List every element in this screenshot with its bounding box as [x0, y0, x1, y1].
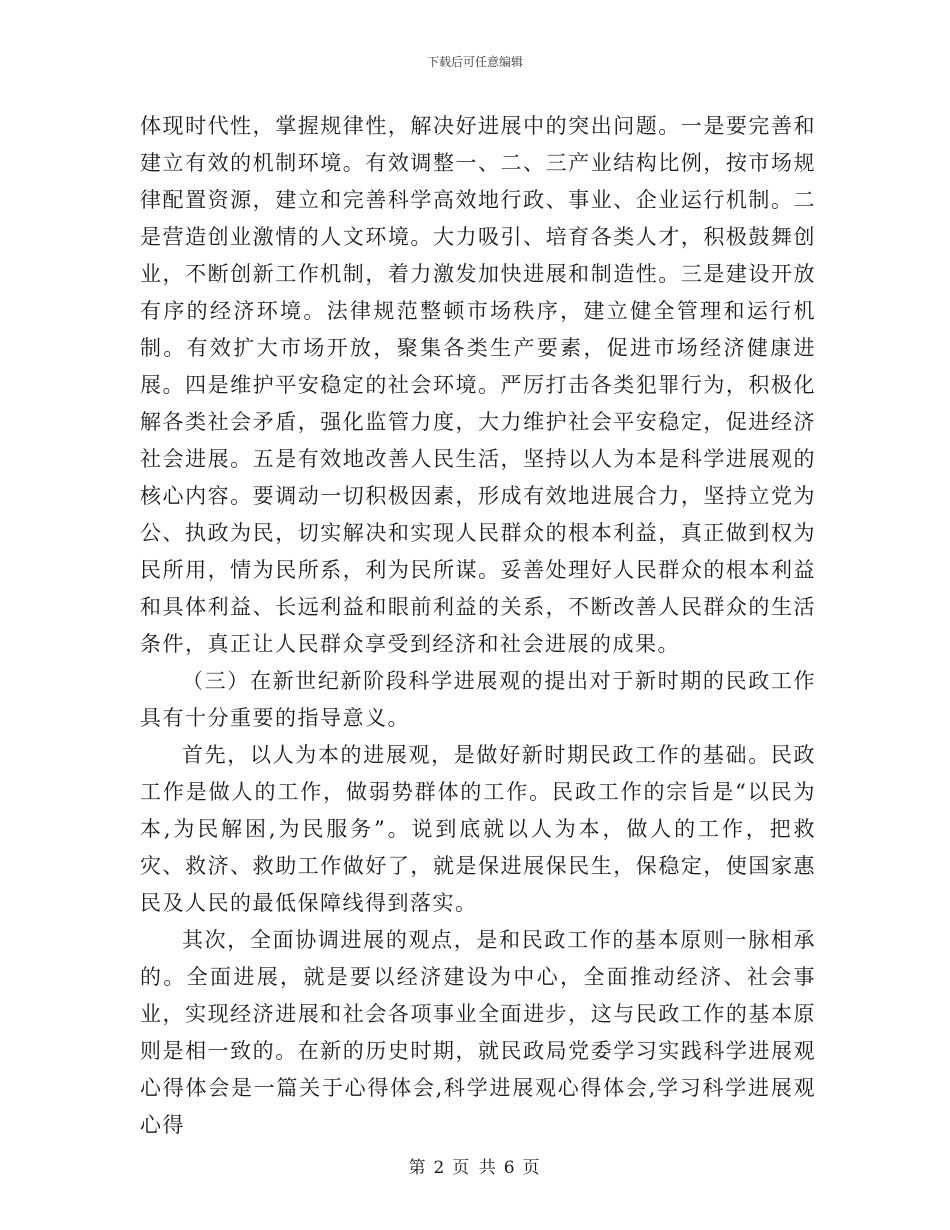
page-footer: [0, 1157, 950, 1179]
footer-current-page: 2: [433, 1158, 447, 1178]
paragraph-continuation: 体现时代性，掌握规律性，解决好进展中的突出问题。一是要完善和建立有效的机制环境。有效调整一、二、三产业结构比例，按市场规律配置资源，建立和完善科学高效地行政、事业、企业运行机制。二是营造创业激情的人文环境。大力吸引、培育各类人才，积极鼓舞创业，不断创新工作机制，着力激发加快进展和制造性。三是建设开放有序的经济环境。法律规范整顿市场秩序，建立健全管理和运行机制。有效扩大市场开放，聚集各类生产要素，促进市场经济健康进展。四是维护平安稳定的社会环境。严厉打击各类犯罪行为，积极化解各类社会矛盾，强化监管力度，大力维护社会平安稳定，促进经济社会进展。五是有效地改善人民生活，坚持以人为本是科学进展观的核心内容。要调动一切积极因素，形成有效地进展合力，坚持立党为公、执政为民，切实解决和实现人民群众的根本利益，真正做到权为民所用，情为民所系，利为民所谋。妥善处理好人民群众的根本利益和具体利益、长远利益和眼前利益的关系，不断改善人民群众的生活条件，真正让人民群众享受到经济和社会进展的成果。: [140, 114, 816, 656]
footer-total-pages: 6: [503, 1158, 517, 1178]
page-header: 下载后可任意编辑: [426, 55, 523, 69]
footer-prefix: 第: [408, 1158, 428, 1178]
document-body: [140, 108, 816, 1144]
footer-middle: 页 共: [452, 1158, 498, 1178]
footer-suffix: 页: [522, 1158, 542, 1178]
section-heading: （三）在新世纪新阶段科学进展观的提出对于新时期的民政工作具有十分重要的指导意义。: [140, 669, 816, 730]
paragraph-second-point: 其次，全面协调进展的观点，是和民政工作的基本原则一脉相承的。全面进展，就是要以经济建设为中心，全面推动经济、社会事业，实现经济进展和社会各项事业全面进步，这与民政工作的基本原则是相一致的。在新的历史时期，就民政局党委学习实践科学进展观心得体会是一篇关于心得体会,科学进展观心得体会,学习科学进展观心得: [140, 928, 816, 1137]
paragraph-first-point: 首先，以人为本的进展观，是做好新时期民政工作的基础。民政工作是做人的工作，做弱势群体的工作。民政工作的宗旨是“以民为本,为民解困,为民服务”。说到底就以人为本，做人的工作，把救灾、救济、救助工作做好了，就是保进展保民生，保稳定，使国家惠民及人民的最低保障线得到落实。: [140, 743, 816, 915]
